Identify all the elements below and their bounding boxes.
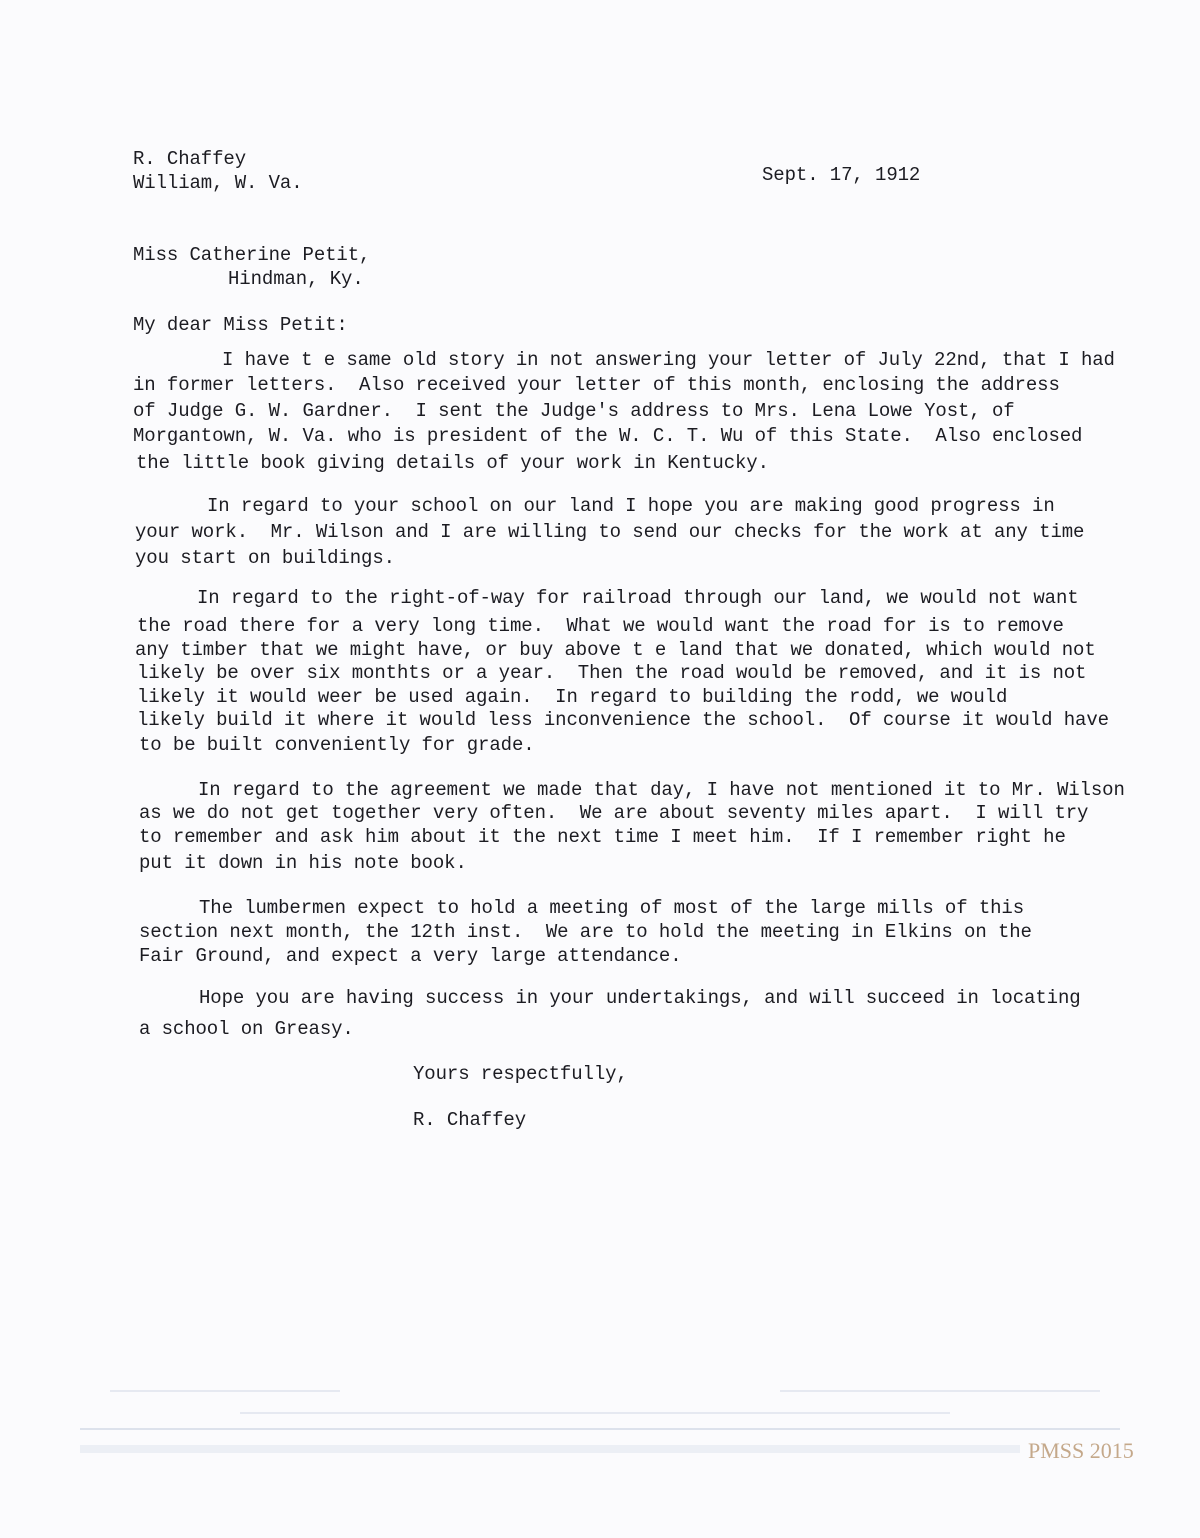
text-line: to be built conveniently for grade. [139, 734, 535, 756]
text-line: of Judge G. W. Gardner. I sent the Judge's address to Mrs. Lena Lowe Yost, of [133, 400, 1015, 422]
watermark-line [80, 1445, 1020, 1453]
watermark-line [240, 1412, 950, 1414]
text-line: In regard to the right-of-way for railroad through our land, we would not want [197, 587, 1079, 609]
watermark-line [780, 1390, 1100, 1392]
text-line: I have t e same old story in not answering your letter of July 22nd, that I had [222, 349, 1115, 371]
text-line: Hope you are having success in your undertakings, and will succeed in locating [199, 987, 1081, 1009]
text-line: In regard to your school on our land I hope you are making good progress in [207, 495, 1055, 517]
text-line: you start on buildings. [135, 547, 395, 569]
text-line: likely build it where it would less inconvenience the school. Of course it would have [137, 709, 1109, 731]
recipient-location: Hindman, Ky. [228, 268, 364, 290]
letter-date: Sept. 17, 1912 [762, 164, 921, 186]
text-line: In regard to the agreement we made that day, I have not mentioned it to Mr. Wilson [198, 779, 1125, 801]
text-line: section next month, the 12th inst. We are to hold the meeting in Elkins on the [139, 921, 1032, 943]
salutation: My dear Miss Petit: [133, 314, 348, 336]
signature: R. Chaffey [413, 1109, 527, 1131]
text-line: put it down in his note book. [139, 852, 467, 874]
watermark-line [80, 1428, 1120, 1430]
sender-name: R. Chaffey [133, 148, 247, 170]
text-line: the road there for a very long time. What we would want the road for is to remove [137, 615, 1064, 637]
text-line: the little book giving details of your work in Kentucky. [136, 452, 769, 474]
text-line: to remember and ask him about it the next time I meet him. If I remember right he [139, 826, 1066, 848]
sender-location: William, W. Va. [133, 172, 303, 194]
watermark-line [110, 1390, 340, 1392]
text-line: Morgantown, W. Va. who is president of the W. C. T. Wu of this State. Also enclosed [133, 425, 1083, 447]
closing: Yours respectfully, [413, 1063, 628, 1085]
archive-stamp: PMSS 2015 [1028, 1438, 1134, 1463]
text-line: any timber that we might have, or buy above t e land that we donated, which would not [135, 639, 1096, 661]
text-line: in former letters. Also received your letter of this month, enclosing the address [133, 374, 1060, 396]
text-line: as we do not get together very often. We are about seventy miles apart. I will try [139, 802, 1089, 824]
text-line: likely be over six monthts or a year. Then the road would be removed, and it is not [137, 662, 1087, 684]
text-line: your work. Mr. Wilson and I are willing to send our checks for the work at any time [135, 521, 1085, 543]
recipient-name: Miss Catherine Petit, [133, 244, 371, 266]
text-line: likely it would weer be used again. In regard to building the rodd, we would [137, 686, 1008, 708]
text-line: Fair Ground, and expect a very large attendance. [139, 945, 682, 967]
text-line: a school on Greasy. [139, 1018, 354, 1040]
text-line: The lumbermen expect to hold a meeting of most of the large mills of this [199, 897, 1025, 919]
